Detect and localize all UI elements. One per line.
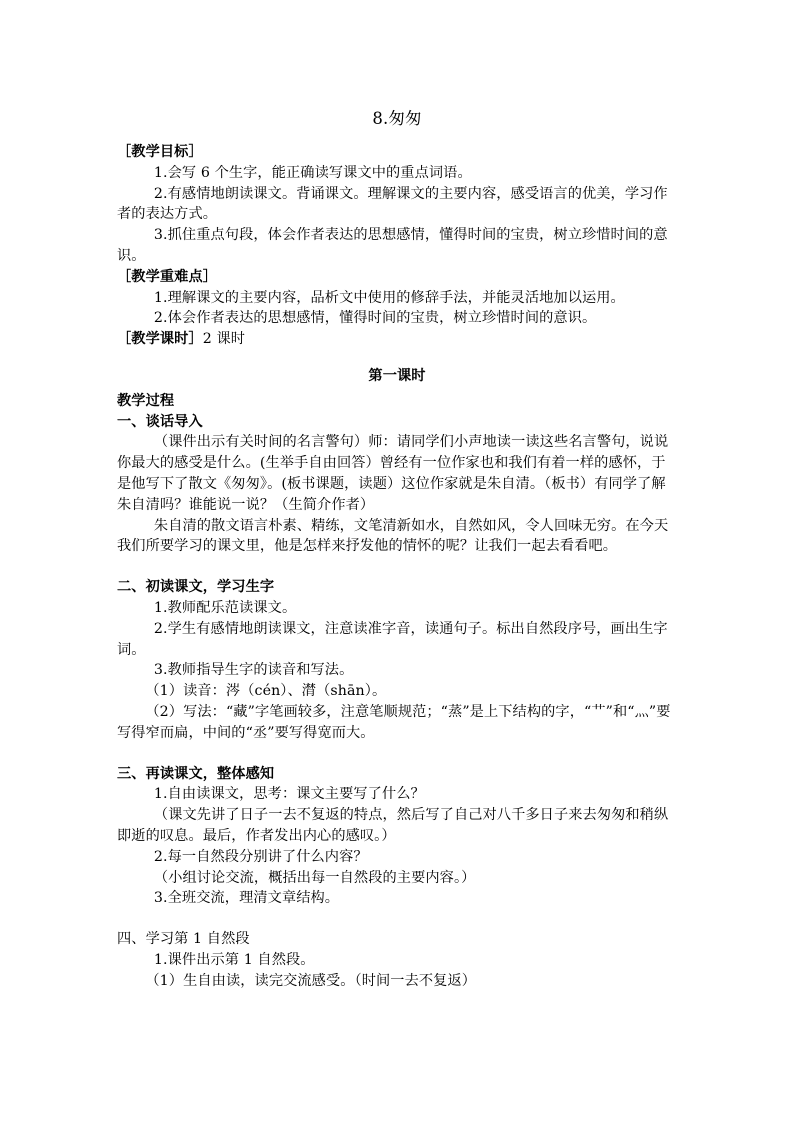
goal-item-2: 2.有感情地朗读课文。背诵课文。理解课文的主要内容，感受语言的优美，学习作者的表达方式。	[117, 185, 668, 223]
goal-item-1: 1.会写 6 个生字，能正确读写课文中的重点词语。	[153, 164, 472, 181]
section-4-item-1: 1.课件出示第 1 自然段。	[153, 951, 315, 968]
document-page	[117, 100, 677, 991]
section-4-heading: 四、学习第 1 自然段	[117, 931, 250, 948]
section-1-para-2: 朱自清的散文语言朴素、精练，文笔清新如水，自然如风，令人回味无穷。在今天我们所要学习的课文里，他是怎样来抒发他的情怀的呢？让我们一起去看看吧。	[117, 517, 669, 555]
hours-value: 2 课时	[202, 331, 246, 348]
section-2-item-2: 2.学生有感情地朗读课文，注意读准字音，读通句子。标出自然段序号，画出生字词。	[117, 620, 668, 658]
hours-line	[117, 329, 677, 350]
process-heading: 教学过程	[117, 392, 175, 409]
section-2-item-3: 3.教师指导生字的读音和写法。	[153, 662, 354, 679]
section-3-item-3: 3.全班交流，理清文章结构。	[153, 890, 340, 907]
keypoints-heading: ［教学重难点］	[117, 268, 218, 285]
section-3-item-2a: （小组讨论交流，概括出每一自然段的主要内容。）	[153, 869, 476, 886]
section-4-item-1a: （1）生自由读，读完交流感受。（时间一去不复返）	[145, 972, 477, 989]
section-2-heading: 二、初读课文，学习生字	[117, 579, 275, 596]
section-1-heading: 一、谈话导入	[117, 413, 203, 430]
keypoint-item-2: 2.体会作者表达的思想感情，懂得时间的宝贵，树立珍惜时间的意识。	[153, 310, 597, 327]
section-3-heading: 三、再读课文，整体感知	[117, 765, 275, 782]
section-2-item-3a: （1）读音：涔（cén）、潸（shān）。	[145, 683, 387, 700]
section-2-item-3b: （2）写法：“藏”字笔画较多，注意笔顺规范；“蒸”是上下结构的字，“艹”和“灬”要写得窄而扁，中间的“丞”要写得宽而大。	[117, 703, 671, 741]
section-2-item-1: 1.教师配乐范读课文。	[153, 599, 297, 616]
keypoint-item-1: 1.理解课文的主要内容，品析文中使用的修辞手法，并能灵活地加以运用。	[153, 289, 625, 306]
goal-item-3: 3.抓住重点句段，体会作者表达的思想感情，懂得时间的宝贵，树立珍惜时间的意识。	[117, 227, 668, 264]
section-3-item-2: 2.每一自然段分别讲了什么内容？	[153, 848, 368, 865]
section-3-item-1a: （课文先讲了日子一去不复返的特点，然后写了自己对八千多日子来去匆匆和稍纵即逝的叹息。最后，作者发出内心的感叹。）	[117, 807, 669, 844]
goals-heading: ［教学目标］	[117, 144, 203, 160]
lesson-heading: 第一课时	[368, 367, 426, 384]
document-title: 8.匆匆	[372, 109, 422, 128]
section-1-para-1: （课件出示有关时间的名言警句）师：请同学们小声地读一读这些名言警句，说说你最大的感受是什么。(生举手自由回答）曾经有一位作家也和我们有着一样的感怀，于是他写下了散文《匆匆》。(板书课题，读题）这位作家就是朱自清。（板书）有同学了解朱自清吗？谁能说一说？（生简介作者）	[117, 434, 669, 513]
section-3-item-1: 1.自由读课文，思考：课文主要写了什么？	[153, 786, 425, 803]
hours-heading: ［教学课时］	[117, 331, 203, 348]
